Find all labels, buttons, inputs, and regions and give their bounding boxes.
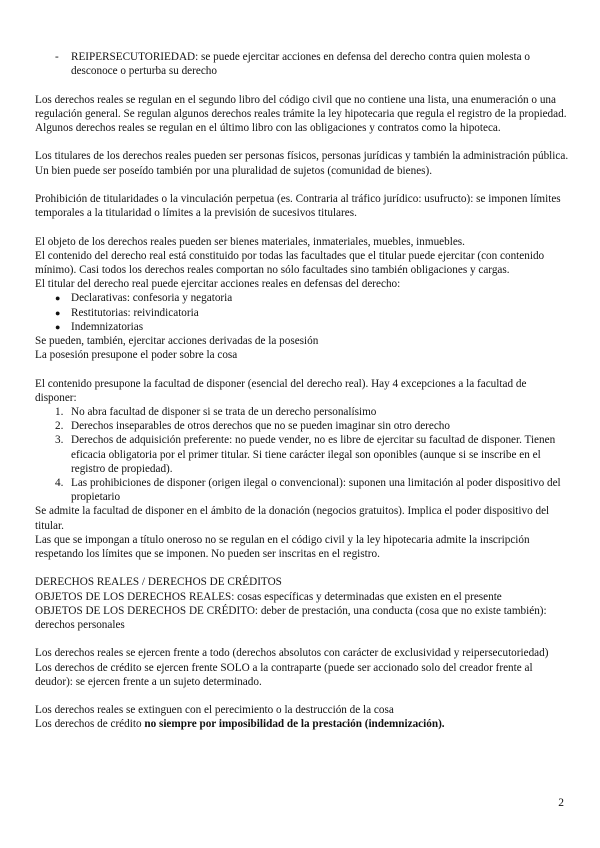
list-item-text: Derechos inseparables de otros derechos que no se pueden imaginar sin otro derecho	[71, 420, 450, 433]
list-item-text: Declarativas: confesoria y negatoria	[71, 292, 233, 305]
paragraph-disposal: El contenido presupone la facultad de disponer (esencial del derecho real). Hay 4 excepciones a la facultad de disponer:	[35, 377, 527, 404]
list-item	[55, 433, 570, 476]
list-item	[55, 419, 570, 433]
bullet-marker: ●	[55, 307, 61, 318]
paragraph-possession-actions: Se pueden, también, ejercitar acciones derivadas de la posesión	[35, 335, 319, 347]
bullet-list	[35, 291, 570, 334]
paragraph-possession-power: La posesión presupone el poder sobre la cosa	[35, 349, 238, 362]
number-marker: 4.	[55, 477, 64, 490]
paragraph-content: El contenido del derecho real está constituido por todas las facultades que el titular puede ejercitar (con contenido mínimo). Casi todos los derechos reales comportan no sólo facultades sino también obligaciones y cargas.	[35, 249, 545, 276]
dash-marker: -	[55, 51, 59, 63]
paragraph-prohibition: Prohibición de titularidades o la vinculación perpetua (es. Contraria al tráfico jurídico: usufructo): se imponen límites temporales a la titularidad o límites a la previsión de sucesivos titulares.	[35, 192, 561, 220]
paragraph-real-extinction: Los derechos reales se extinguen con el perecimiento o la destrucción de la cosa	[35, 704, 394, 717]
paragraph-object: El objeto de los derechos reales pueden ser bienes materiales, inmateriales, muebles, inmuebles.	[35, 235, 465, 248]
list-item-text: Las prohibiciones de disponer (origen ilegal o convencional): suponen una limitación al poder dispositivo del propietario	[71, 477, 561, 504]
list-item	[55, 320, 570, 334]
list-item	[55, 476, 570, 504]
paragraph-real-objects: OBJETOS DE LOS DERECHOS REALES: cosas específicas y determinadas que existen en el presente	[35, 590, 502, 603]
paragraph-onerous: Las que se impongan a título oneroso no se regulan en el código civil y la ley hipotecaria admite la inscripción respetando los límites que se imponen. No pueden ser inscritas en el registro.	[35, 533, 530, 561]
paragraph-donation: Se admite la facultad de disponer en el ámbito de la donación (negocios gratuitos). Implica el poder dispositivo del titular.	[35, 505, 550, 532]
paragraph-credit-objects: OBJETOS DE LOS DERECHOS DE CRÉDITO: deber de prestación, una conducta (cosa que no existe también): derechos personales	[35, 604, 547, 632]
paragraph-real-exercise: Los derechos reales se ejercen frente a todo (derechos absolutos con carácter de exclusividad y reipersecutoriedad)	[35, 647, 549, 660]
number-marker: 2.	[55, 420, 64, 433]
credit-extinction-bold: no siempre por imposibilidad de la prestación (indemnización).	[144, 718, 445, 731]
number-marker: 1.	[55, 406, 64, 418]
paragraph-credit-extinction	[35, 717, 570, 731]
page-content	[35, 50, 570, 732]
paragraph-regulation: Los derechos reales se regulan en el segundo libro del código civil que no contiene una lista, una enumeración o una regulación general. Se regulan algunos derechos reales trámite la ley hipotecaria que regula el registro de la propiedad. Algunos derechos reales se regulan en el último libro con las obligaciones y contratos como la hipoteca.	[35, 93, 567, 134]
list-item-text: No abra facultad de disponer si se trata de un derecho personalísimo	[71, 406, 377, 418]
bullet-marker: ●	[55, 321, 61, 332]
list-item-text: Indemnizatorias	[71, 320, 144, 333]
numbered-list	[35, 405, 570, 504]
paragraph-holders: Los titulares de los derechos reales pueden ser personas físicos, personas jurídicas y también la administración pública. Un bien puede ser poseído también por una pluralidad de sujetos (comunidad de bienes).	[35, 150, 569, 177]
list-item	[55, 306, 570, 320]
paragraph-credit-exercise: Los derechos de crédito se ejercen frente SOLO a la contraparte (puede ser accionado solo del creador frente al deudor): se ejercen frente a un sujeto determinado.	[35, 661, 533, 688]
dash-list-item	[35, 50, 570, 78]
list-item	[55, 291, 570, 305]
section-heading: DERECHOS REALES / DERECHOS DE CRÉDITOS	[35, 576, 282, 589]
list-item-text: Derechos de adquisición preferente: no puede vender, no es libre de ejercitar su facultad de disponer. Tienen eficacia obligatoria por el primer titular. Si tiene carácter ilegal son oponibles (aunque si se inscribe en el registro de propiedad).	[71, 434, 556, 475]
list-item	[55, 405, 570, 419]
page-number: 2	[558, 797, 564, 809]
paragraph-actions-intro: El titular del derecho real puede ejercitar acciones reales en defensas del derecho:	[35, 278, 401, 291]
dash-item-text: REIPERSECUTORIEDAD: se puede ejercitar acciones en defensa del derecho contra quien molesta o desconoce o perturba su derecho	[71, 51, 530, 78]
list-item-text: Restitutorias: reivindicatoria	[71, 306, 199, 319]
credit-extinction-plain: Los derechos de crédito	[35, 718, 145, 731]
number-marker: 3.	[55, 434, 64, 447]
bullet-marker: ●	[55, 293, 61, 304]
